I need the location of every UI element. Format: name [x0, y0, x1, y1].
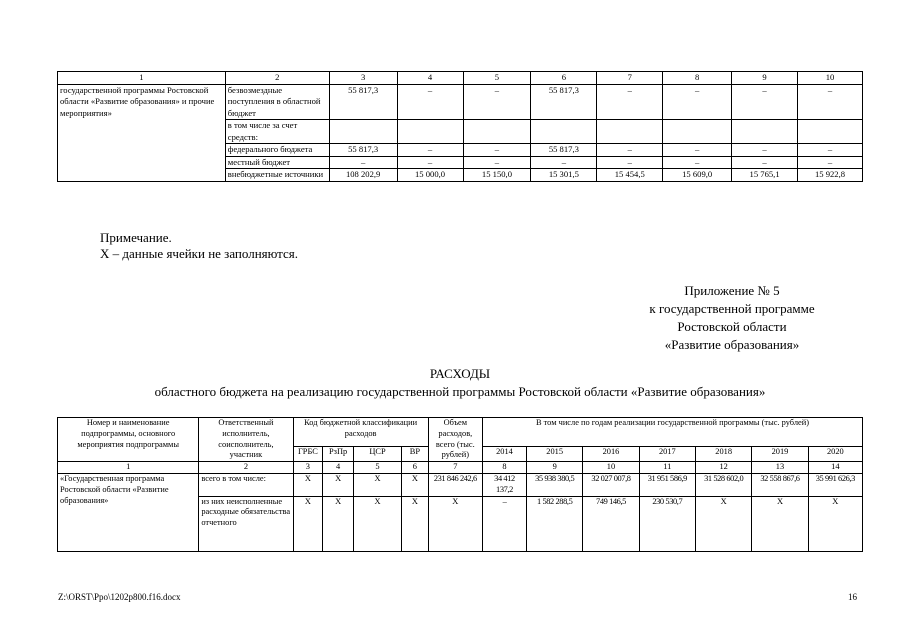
- row-label: федерального бюджета: [225, 144, 329, 157]
- col-num: 3: [329, 72, 397, 85]
- col-num: 8: [663, 72, 732, 85]
- col-num: 10: [798, 72, 863, 85]
- row-label: местный бюджет: [225, 156, 329, 169]
- cell: 15 922,8: [798, 169, 863, 182]
- col-num: 3: [293, 462, 323, 474]
- table-row: [58, 84, 863, 120]
- row-label: безвозмездные поступления в областной бюджет: [225, 84, 329, 120]
- col-num: 11: [639, 462, 695, 474]
- header-name: Номер и наименование подпрограммы, основного мероприятия подпрограммы: [58, 418, 199, 462]
- cell: –: [463, 144, 531, 157]
- cell: –: [732, 144, 798, 157]
- appendix-block: [617, 282, 847, 354]
- cell: –: [597, 84, 663, 120]
- cell: –: [482, 496, 526, 551]
- cell: Х: [808, 496, 862, 551]
- col-num: 7: [428, 462, 482, 474]
- col-num: 9: [527, 462, 583, 474]
- cell: –: [732, 156, 798, 169]
- row-label: всего в том числе:: [199, 473, 293, 496]
- appendix-line: Приложение № 5: [684, 283, 780, 298]
- col-num: 2: [199, 462, 293, 474]
- cell: –: [397, 144, 463, 157]
- cell: 35 991 626,3: [808, 473, 862, 496]
- col-num: 1: [58, 462, 199, 474]
- cell: Х: [428, 496, 482, 551]
- cell: [798, 120, 863, 144]
- cell: –: [663, 144, 732, 157]
- cell: [397, 120, 463, 144]
- note-text: Х – данные ячейки не заполняются.: [100, 246, 299, 261]
- col-num: 5: [463, 72, 531, 85]
- cell: 15 765,1: [732, 169, 798, 182]
- col-num: 7: [597, 72, 663, 85]
- cell: –: [798, 84, 863, 120]
- cell: 231 846 242,6: [428, 473, 482, 496]
- cell: [732, 120, 798, 144]
- header-code: РзПр: [323, 447, 354, 462]
- cell: Х: [293, 496, 323, 551]
- cell: –: [663, 156, 732, 169]
- col-num: 2: [225, 72, 329, 85]
- cell: 108 202,9: [329, 169, 397, 182]
- cell: 230 530,7: [639, 496, 695, 551]
- col-num: 13: [752, 462, 808, 474]
- col-num: 6: [531, 72, 597, 85]
- cell: 31 951 586,9: [639, 473, 695, 496]
- header-year: 2020: [808, 447, 862, 462]
- cell: Х: [323, 496, 354, 551]
- file-path: Z:\ORST\Ppo\1202p800.f16.docx: [58, 592, 181, 602]
- col-num: 12: [695, 462, 751, 474]
- header-year: 2017: [639, 447, 695, 462]
- cell: 32 558 867,6: [752, 473, 808, 496]
- note-block: [100, 230, 298, 262]
- cell: [463, 120, 531, 144]
- header-year: 2019: [752, 447, 808, 462]
- cell: –: [397, 156, 463, 169]
- cell: –: [329, 156, 397, 169]
- doc-title: РАСХОДЫ: [429, 366, 491, 381]
- col-num: 4: [397, 72, 463, 85]
- header-code: ЦСР: [353, 447, 401, 462]
- cell: Х: [353, 473, 401, 496]
- cell: Х: [353, 496, 401, 551]
- appendix-line: к государственной программе: [649, 301, 815, 316]
- header-code: ГРБС: [293, 447, 323, 462]
- cell: [329, 120, 397, 144]
- col-num: 1: [58, 72, 226, 85]
- note-heading: Примечание.: [100, 230, 172, 245]
- header-volume: Объем расходов, всего (тыс. рублей): [428, 418, 482, 462]
- expenses-table: [57, 417, 863, 552]
- table-header-row: [58, 72, 863, 85]
- appendix-line: Ростовской области: [677, 319, 787, 334]
- cell: 15 454,5: [597, 169, 663, 182]
- col-num: 8: [482, 462, 526, 474]
- row-label: внебюджетные источники: [225, 169, 329, 182]
- cell: –: [597, 144, 663, 157]
- col-num: 9: [732, 72, 798, 85]
- cell: 34 412 137,2: [482, 473, 526, 496]
- header-year: 2018: [695, 447, 751, 462]
- cell: 55 817,3: [329, 144, 397, 157]
- doc-subtitle: областного бюджета на реализацию государственной программы Ростовской области «Развитие образования»: [154, 384, 766, 399]
- header-year: 2014: [482, 447, 526, 462]
- cell: –: [397, 84, 463, 120]
- cell: [597, 120, 663, 144]
- header-years: В том числе по годам реализации государственной программы (тыс. рублей): [482, 418, 862, 447]
- cell: 15 000,0: [397, 169, 463, 182]
- cell: [531, 120, 597, 144]
- header-year: 2015: [527, 447, 583, 462]
- appendix-line: «Развитие образования»: [664, 337, 800, 352]
- cell: 1 582 288,5: [527, 496, 583, 551]
- cell: –: [463, 84, 531, 120]
- col-num: 6: [402, 462, 429, 474]
- table-number-row: [58, 462, 863, 474]
- col-num: 5: [353, 462, 401, 474]
- col-num: 14: [808, 462, 862, 474]
- table-prev: [57, 71, 863, 182]
- header-code: ВР: [402, 447, 429, 462]
- cell: 749 146,5: [583, 496, 639, 551]
- cell: 15 609,0: [663, 169, 732, 182]
- page-number: 16: [848, 592, 857, 602]
- cell: Х: [695, 496, 751, 551]
- cell: Х: [402, 473, 429, 496]
- cell: –: [798, 156, 863, 169]
- cell: –: [663, 84, 732, 120]
- row-label: из них неисполненные расходные обязательства отчетного: [199, 496, 293, 551]
- cell: –: [597, 156, 663, 169]
- cell: [663, 120, 732, 144]
- cell: 55 817,3: [329, 84, 397, 120]
- header-year: 2016: [583, 447, 639, 462]
- program-name-cell: государственной программы Ростовской области «Развитие образования» и прочие мероприятия»: [58, 84, 226, 181]
- col-num: 4: [323, 462, 354, 474]
- cell: –: [531, 156, 597, 169]
- cell: –: [463, 156, 531, 169]
- header-budget-code: Код бюджетной классификации расходов: [293, 418, 428, 447]
- cell: 55 817,3: [531, 84, 597, 120]
- cell: Х: [402, 496, 429, 551]
- program-name-cell: «Государственная программа Ростовской области «Развитие образования»: [58, 473, 199, 551]
- header-responsible: Ответственный исполнитель, соисполнитель, участник: [199, 418, 293, 462]
- cell: Х: [323, 473, 354, 496]
- cell: 35 938 380,5: [527, 473, 583, 496]
- cell: 31 528 602,0: [695, 473, 751, 496]
- table-row: [58, 473, 863, 496]
- cell: Х: [752, 496, 808, 551]
- cell: Х: [293, 473, 323, 496]
- cell: –: [732, 84, 798, 120]
- row-label: в том числе за счет средств:: [225, 120, 329, 144]
- cell: 32 027 007,8: [583, 473, 639, 496]
- cell: 15 301,5: [531, 169, 597, 182]
- col-num: 10: [583, 462, 639, 474]
- cell: –: [798, 144, 863, 157]
- cell: 15 150,0: [463, 169, 531, 182]
- cell: 55 817,3: [531, 144, 597, 157]
